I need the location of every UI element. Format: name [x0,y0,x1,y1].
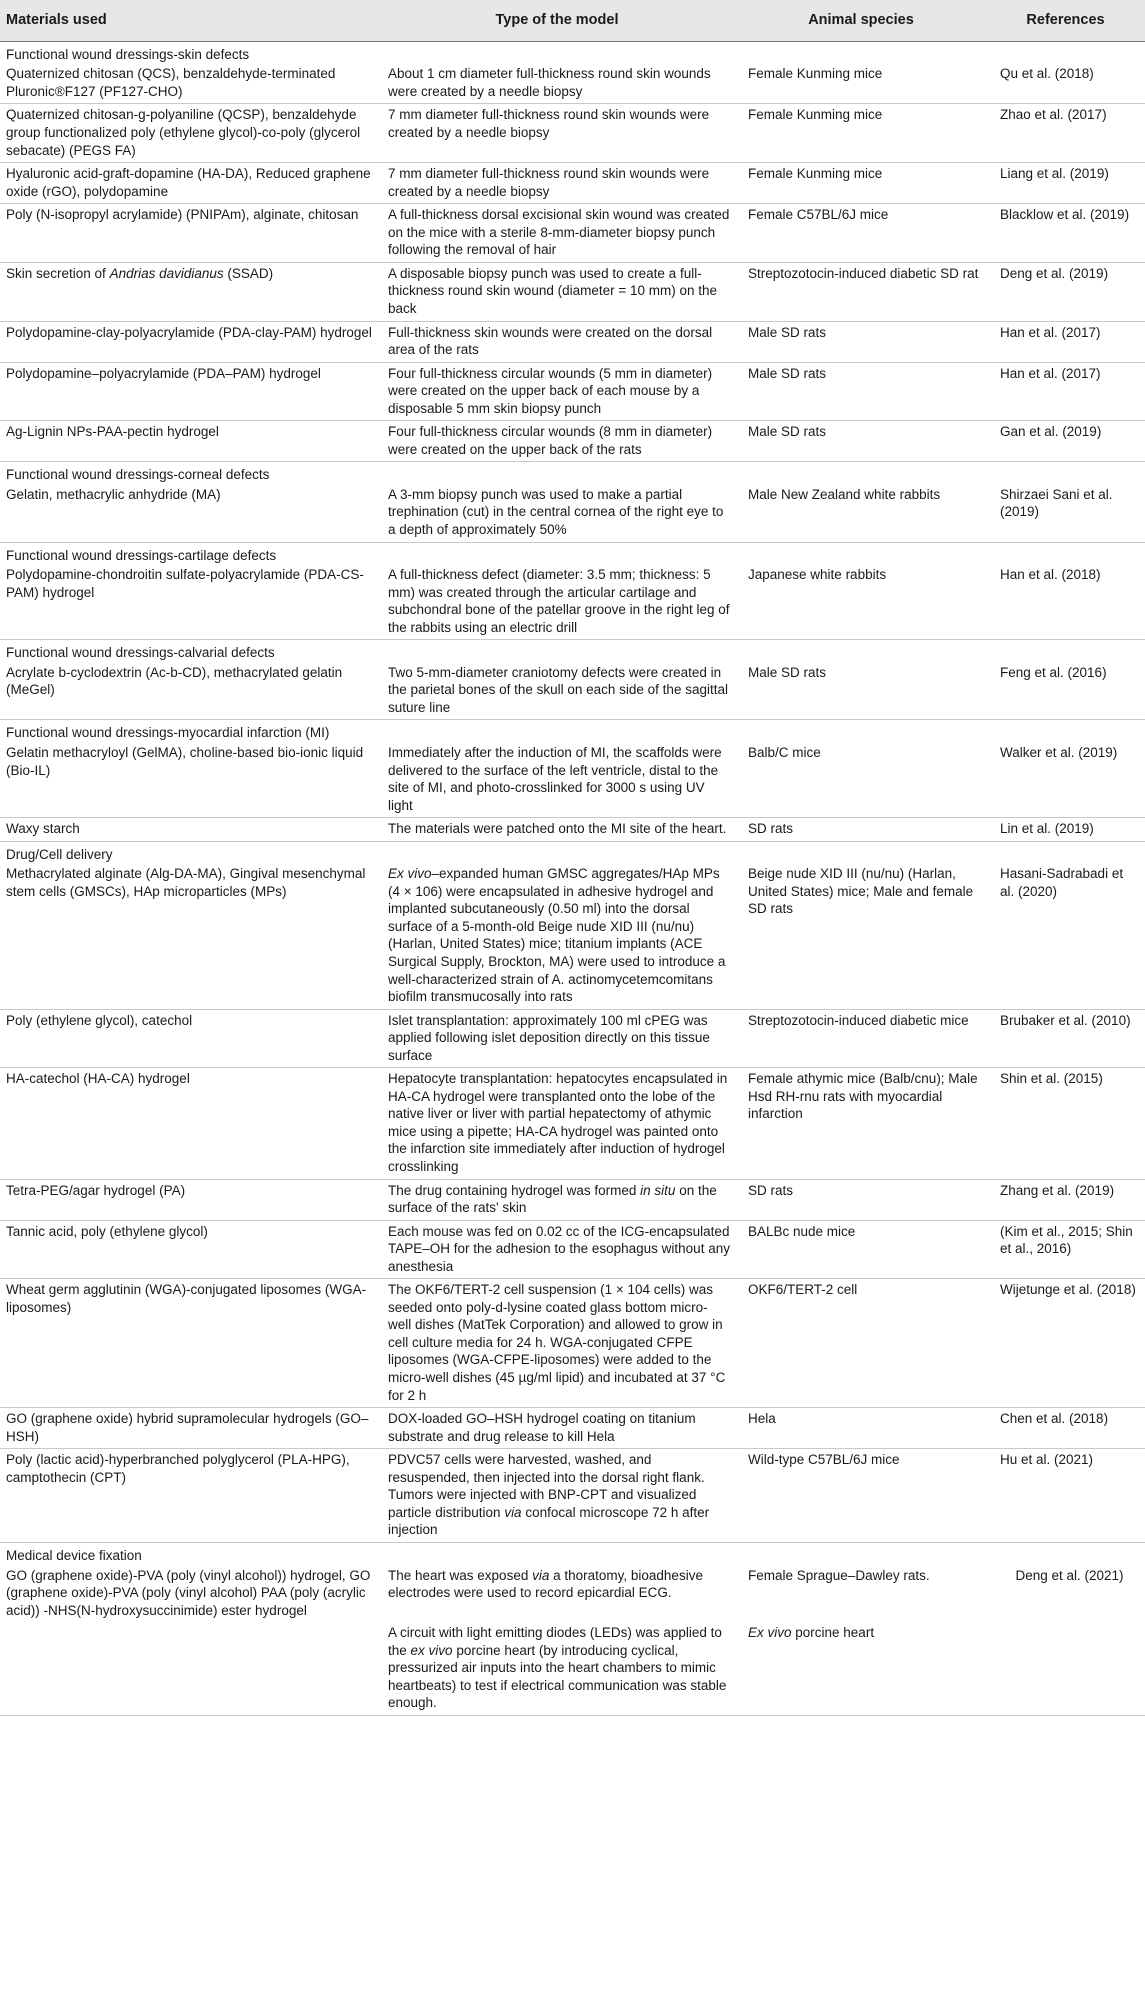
cell-model: The drug containing hydrogel was formed in situ on the surface of the rats' skin [378,1179,736,1220]
table-row [0,421,1145,462]
cell-species: SD rats [736,1179,986,1220]
cell-species: Male SD rats [736,362,986,421]
cell-model: Two 5-mm-diameter craniotomy defects were created in the parietal bones of the skull on each side of the sagittal suture line [378,662,736,720]
section-row [0,542,1145,564]
cell-model: Each mouse was fed on 0.02 cc of the ICG-encapsulated TAPE–OH for the adhesion to the esophagus without any anesthesia [378,1220,736,1279]
table-row [0,204,1145,263]
cell-species: BALBc nude mice [736,1220,986,1279]
header-materials: Materials used [0,0,378,41]
cell-species: Streptozotocin-induced diabetic SD rat [736,262,986,321]
table-row [0,818,1145,842]
cell-species: Female Kunming mice [736,63,986,104]
cell-material: Polydopamine–polyacrylamide (PDA–PAM) hydrogel [0,362,378,421]
cell-species: Balb/C mice [736,742,986,818]
cell-model: A full-thickness dorsal excisional skin wound was created on the mice with a sterile 8-mm-diameter biopsy punch following the removal of hair [378,204,736,263]
section-label: Functional wound dressings-calvarial defects [6,645,275,661]
cell-species: Streptozotocin-induced diabetic mice [736,1009,986,1068]
cell-reference: Wijetunge et al. (2018) [986,1279,1145,1408]
table-row [0,1449,1145,1543]
table-row [0,262,1145,321]
table-row [0,742,1145,818]
cell-reference [986,1622,1145,1715]
cell-material: Poly (N-isopropyl acrylamide) (PNIPAm), alginate, chitosan [0,204,378,263]
table-row [0,1408,1145,1449]
cell-reference: Feng et al. (2016) [986,662,1145,720]
section-row [0,462,1145,484]
cell-reference: Lin et al. (2019) [986,818,1145,842]
cell-reference: Shin et al. (2015) [986,1068,1145,1179]
cell-species: Wild-type C57BL/6J mice [736,1449,986,1543]
cell-model: A full-thickness defect (diameter: 3.5 mm; thickness: 5 mm) was created through the articular cartilage and subchondral bone of the patellar groove in the right leg of the rabbits using an electric drill [378,564,736,640]
cell-material: Quaternized chitosan (QCS), benzaldehyde-terminated Pluronic®F127 (PF127-CHO) [0,63,378,104]
table-row [0,163,1145,204]
cell-material: Methacrylated alginate (Alg-DA-MA), Gingival mesenchymal stem cells (GMSCs), HAp microparticles (MPs) [0,863,378,1009]
cell-model: Ex vivo–expanded human GMSC aggregates/HAp MPs (4 × 106) were encapsulated in adhesive hydrogel and implanted subcutaneously (0.50 ml) into the dorsal surface of a 5-month-old Beige nude XID III (nu/nu) (Harlan, United States) mice; titanium implants (ACE Surgical Supply, Brockton, MA) were used to introduce a well-characterized strain of A. actinomycetemcomitans biofilm transmucosally into rats [378,863,736,1009]
table-row [0,1279,1145,1408]
cell-model: Hepatocyte transplantation: hepatocytes encapsulated in HA-CA hydrogel were transplanted onto the lobe of the native liver or liver with partial hepatectomy of athymic mice using a pipette; HA-CA hydrogel was painted onto the infarction site immediately after induction of hydrogel crosslinking [378,1068,736,1179]
cell-material: Gelatin, methacrylic anhydride (MA) [0,484,378,542]
cell-reference: Liang et al. (2019) [986,163,1145,204]
section-label: Functional wound dressings-corneal defects [6,467,270,483]
cell-material: Waxy starch [0,818,378,842]
cell-material: GO (graphene oxide) hybrid supramolecular hydrogels (GO–HSH) [0,1408,378,1449]
section-label: Functional wound dressings-cartilage defects [6,547,277,563]
cell-model: 7 mm diameter full-thickness round skin wounds were created by a needle biopsy [378,163,736,204]
cell-model: The OKF6/TERT-2 cell suspension (1 × 104 cells) was seeded onto poly-d-lysine coated glass bottom micro-well dishes (MatTek Corporation) and allowed to grow in cell culture media for 24 h. WGA-conjugated CFPE liposomes (WGA-CFPE-liposomes) were added to the micro-well dishes (45 µg/ml lipid) and incubated at 37 °C for 2 h [378,1279,736,1408]
cell-reference: Han et al. (2017) [986,362,1145,421]
cell-reference: Deng et al. (2019) [986,262,1145,321]
cell-species: Hela [736,1408,986,1449]
cell-material: Hyaluronic acid-graft-dopamine (HA-DA), Reduced graphene oxide (rGO), polydopamine [0,163,378,204]
cell-material: Wheat germ agglutinin (WGA)-conjugated liposomes (WGA-liposomes) [0,1279,378,1408]
cell-reference: (Kim et al., 2015; Shin et al., 2016) [986,1220,1145,1279]
cell-reference: Zhang et al. (2019) [986,1179,1145,1220]
cell-reference: Shirzaei Sani et al. (2019) [986,484,1145,542]
cell-model: 7 mm diameter full-thickness round skin wounds were created by a needle biopsy [378,104,736,163]
cell-model: A circuit with light emitting diodes (LEDs) was applied to the ex vivo porcine heart (by introducing cyclical, pressurized air inputs into the heart chambers to mimic heartbeats) to test if electrical communication was stable enough. [378,1622,736,1715]
cell-reference: Han et al. (2017) [986,321,1145,362]
section-row [0,720,1145,742]
cell-species: Female Kunming mice [736,104,986,163]
cell-reference: Hasani-Sadrabadi et al. (2020) [986,863,1145,1009]
cell-reference: Han et al. (2018) [986,564,1145,640]
cell-material: HA-catechol (HA-CA) hydrogel [0,1068,378,1179]
cell-model: DOX-loaded GO–HSH hydrogel coating on titanium substrate and drug release to kill Hela [378,1408,736,1449]
cell-reference: Zhao et al. (2017) [986,104,1145,163]
cell-species: Beige nude XID III (nu/nu) (Harlan, United States) mice; Male and female SD rats [736,863,986,1009]
table-row [0,1220,1145,1279]
cell-species: Ex vivo porcine heart [736,1622,986,1715]
cell-material: Skin secretion of Andrias davidianus (SSAD) [0,262,378,321]
table-header [0,0,1145,41]
cell-material: Poly (lactic acid)-hyperbranched polyglycerol (PLA-HPG), camptothecin (CPT) [0,1449,378,1543]
table-row [0,662,1145,720]
table-row [0,104,1145,163]
cell-material: Ag-Lignin NPs-PAA-pectin hydrogel [0,421,378,462]
cell-species: Male SD rats [736,421,986,462]
cell-species: Female athymic mice (Balb/cnu); Male Hsd RH-rnu rats with myocardial infarction [736,1068,986,1179]
cell-species: Female Sprague–Dawley rats. [748,1567,930,1583]
cell-model: The heart was exposed via a thoratomy, bioadhesive electrodes were used to record epicardial ECG. [388,1567,703,1601]
cell-reference: Blacklow et al. (2019) [986,204,1145,263]
cell-material: Acrylate b-cyclodextrin (Ac-b-CD), methacrylated gelatin (MeGel) [0,662,378,720]
cell-species: SD rats [736,818,986,842]
header-references: References [986,0,1145,41]
cell-model: Four full-thickness circular wounds (8 mm in diameter) were created on the upper back of the rats [378,421,736,462]
cell-material [0,1622,378,1715]
section-label: Functional wound dressings-myocardial infarction (MI) [6,725,330,741]
cell-model: PDVC57 cells were harvested, washed, and resuspended, then injected into the dorsal right flank. Tumors were injected with BNP-CPT and visualized particle distribution via confocal microscope 72 h after injection [378,1449,736,1543]
cell-material: Poly (ethylene glycol), catechol [0,1009,378,1068]
table-row [0,484,1145,542]
cell-material: Quaternized chitosan-g-polyaniline (QCSP), benzaldehyde group functionalized poly (ethylene glycol)-co-poly (glycerol sebacate) (PEGS FA) [0,104,378,163]
cell-model: Islet transplantation: approximately 100 ml cPEG was applied following islet deposition directly on this tissue surface [378,1009,736,1068]
table-row [0,321,1145,362]
cell-reference: Brubaker et al. (2010) [986,1009,1145,1068]
cell-material: Polydopamine-chondroitin sulfate-polyacrylamide (PDA-CS-PAM) hydrogel [0,564,378,640]
section-label: Medical device fixation [6,1547,142,1563]
cell-reference: Walker et al. (2019) [986,742,1145,818]
table-row [0,564,1145,640]
header-row [0,0,1145,41]
cell-species: Female C57BL/6J mice [736,204,986,263]
cell-material: Tetra-PEG/agar hydrogel (PA) [0,1179,378,1220]
cell-material: GO (graphene oxide)-PVA (poly (vinyl alcohol)) hydrogel, GO (graphene oxide)-PVA (poly (vinyl alcohol) PAA (poly (acrylic acid)) -NHS(N-hydroxysuccinimide) ester hydrogel [6,1567,371,1618]
section-row [0,1542,1145,1564]
cell-reference: Qu et al. (2018) [986,63,1145,104]
cell-model: A 3-mm biopsy punch was used to make a partial trephination (cut) in the central cornea of the right eye to a depth of approximately 50% [378,484,736,542]
cell-model: Full-thickness skin wounds were created on the dorsal area of the rats [378,321,736,362]
section-row [0,640,1145,662]
table-row [0,63,1145,104]
cell-reference: Chen et al. (2018) [986,1408,1145,1449]
cell-model: A disposable biopsy punch was used to create a full-thickness round skin wound (diameter = 10 mm) on the back [378,262,736,321]
cell-reference: Gan et al. (2019) [986,421,1145,462]
cell-model: Four full-thickness circular wounds (5 mm in diameter) were created on the upper back of each mouse by a disposable 5 mm skin biopsy punch [378,362,736,421]
cell-reference: Hu et al. (2021) [986,1449,1145,1543]
table-row [0,1565,1145,1623]
header-model: Type of the model [378,0,736,41]
table-row [0,1068,1145,1179]
cell-material: Tannic acid, poly (ethylene glycol) [0,1220,378,1279]
table-row [0,1179,1145,1220]
table-row [0,1622,1145,1715]
cell-species: Male SD rats [736,662,986,720]
cell-species: Male New Zealand white rabbits [736,484,986,542]
table-row [0,863,1145,1009]
cell-material: Gelatin methacryloyl (GelMA), choline-based bio-ionic liquid (Bio-IL) [0,742,378,818]
table-row [0,362,1145,421]
cell-model: About 1 cm diameter full-thickness round skin wounds were created by a needle biopsy [378,63,736,104]
table-body [0,41,1145,1715]
section-row [0,41,1145,63]
cell-species: Male SD rats [736,321,986,362]
cell-species: Japanese white rabbits [736,564,986,640]
section-row [0,841,1145,863]
table-row [0,1009,1145,1068]
section-label: Drug/Cell delivery [6,846,113,862]
cell-model: Immediately after the induction of MI, the scaffolds were delivered to the surface of the left ventricle, distal to the site of MI, and photo-crosslinked for 3000 s using UV light [378,742,736,818]
cell-material: Polydopamine-clay-polyacrylamide (PDA-clay-PAM) hydrogel [0,321,378,362]
cell-species: OKF6/TERT-2 cell [736,1279,986,1408]
header-species: Animal species [736,0,986,41]
cell-species: Female Kunming mice [736,163,986,204]
section-label: Functional wound dressings-skin defects [6,46,250,62]
cell-model: The materials were patched onto the MI site of the heart. [378,818,736,842]
cell-reference: Deng et al. (2021) [1015,1567,1124,1583]
